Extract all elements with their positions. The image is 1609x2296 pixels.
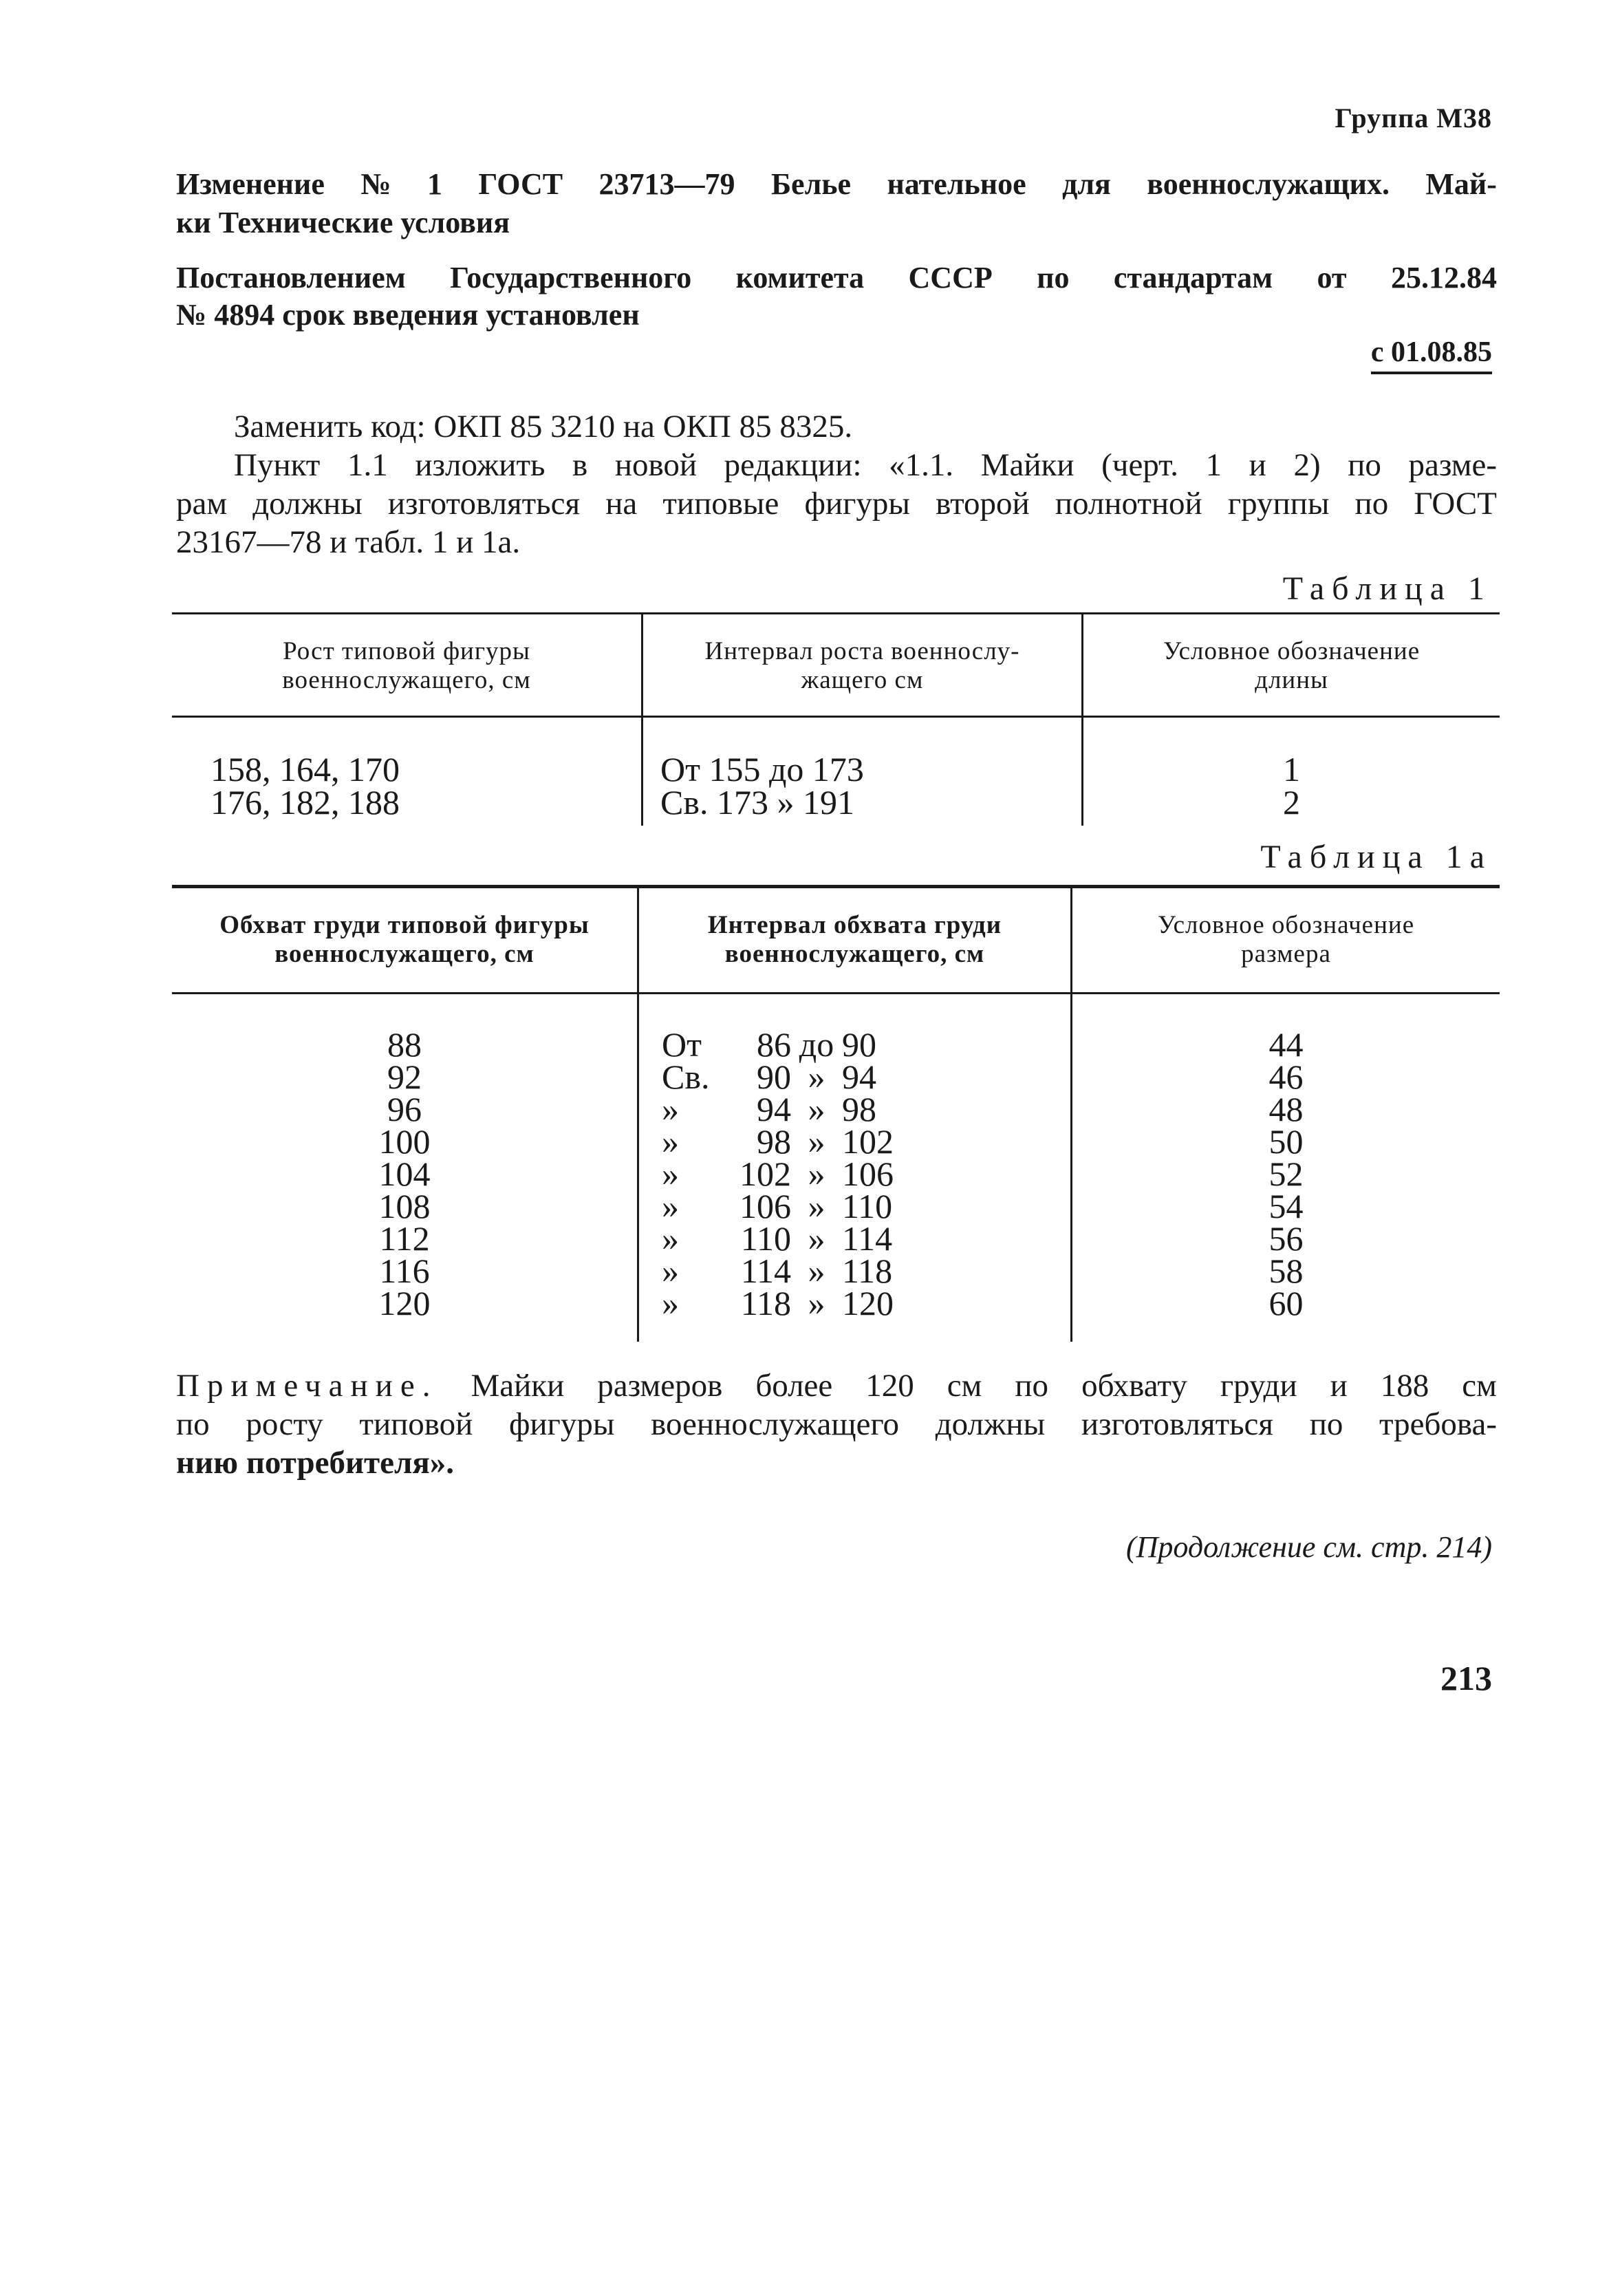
table2-row7-interval-sep: » [808,1219,825,1258]
table1-row2-interval: Св. 173 » 191 [660,783,854,822]
word: росту [246,1406,323,1442]
word: изготовляться [387,486,581,522]
word: военнослужащих. [1147,167,1390,201]
table2-header-chest: Обхват груди типовой фигуры военнослужащего, см [219,911,590,968]
table2-row3-size-code: 48 [1268,1090,1304,1128]
table2-row9-interval-sep: » [808,1284,825,1322]
table2-row1-interval-prefix: От [662,1025,702,1064]
table2-row5-interval-from: 102 [739,1155,791,1193]
word: Майки [471,1368,565,1404]
table2-row3-interval-sep: » [808,1090,825,1128]
table2-row7-chest-girth: 112 [379,1219,430,1258]
note-line-3: нию потребителя». [176,1445,455,1481]
table2-row7-interval-to: 114 [842,1219,893,1258]
table2-header-size: Условное обозначение размера [1157,911,1415,968]
table2-row7-interval-from: 110 [740,1219,791,1258]
word: см [947,1368,982,1404]
continuation-note: (Продолжение см. стр. 214) [1126,1530,1492,1564]
table2-row6-interval-from: 106 [739,1187,791,1225]
table2-row9-size-code: 60 [1268,1284,1304,1322]
table2-row6-interval-to: 110 [842,1187,893,1225]
table2-caption: Таблица 1а [1260,839,1492,875]
amendment-title-line-2: ки Технические условия [176,206,510,239]
table1-row1-interval: От 155 до 173 [660,750,864,788]
table1-row1-code: 1 [1283,750,1300,788]
word: по [1309,1406,1343,1442]
effective-date: с 01.08.85 [1371,336,1492,374]
table2-row1-interval-to: 90 [842,1025,876,1064]
table2-header-rule [172,992,1500,994]
word: Майки [980,447,1075,483]
word: по [1354,486,1389,522]
table2-row1-interval-from: 86 [757,1025,791,1064]
table2-row8-size-code: 58 [1268,1252,1304,1290]
word: груди [1220,1368,1297,1404]
resolution-line-1 [176,259,1497,297]
word: новой [614,447,698,483]
word: ГОСТ [478,167,563,201]
table2-row4-chest-girth: 100 [378,1122,431,1161]
word: Постановлением [176,261,406,294]
replace-code-paragraph: Заменить код: ОКП 85 3210 на ОКП 85 8325. [234,409,853,444]
table2-row3-chest-girth: 96 [387,1090,422,1128]
word: (черт. [1101,447,1178,483]
note-line-2 [176,1405,1497,1444]
table2-row1-interval-sep: до [799,1025,834,1064]
word: для [1062,167,1111,201]
table2-row5-interval-prefix: » [662,1155,679,1193]
word: см [1462,1368,1497,1404]
word: 188 [1380,1368,1429,1404]
table2-row1-chest-girth: 88 [387,1025,422,1064]
table2-row4-size-code: 50 [1268,1122,1304,1161]
word: Белье [770,167,852,201]
word: «1.1. [889,447,954,483]
table2-top-rule [172,885,1500,888]
table2-row8-interval-to: 118 [842,1252,893,1290]
table2-row8-interval-sep: » [808,1252,825,1290]
word: 120 [865,1368,914,1404]
word: размеров [597,1368,723,1404]
table2-row5-size-code: 52 [1268,1155,1304,1193]
table1-header-height: Рост типовой фигуры военнослужащего, см [282,637,531,694]
table2-row8-interval-from: 114 [740,1252,791,1290]
table2-row9-interval-from: 118 [740,1284,791,1322]
table2-row4-interval-sep: » [808,1122,825,1161]
table1-caption: Таблица 1 [1282,570,1492,607]
table1-header-interval: Интервал роста военнослу- жащего см [704,637,1020,694]
word: второй [936,486,1030,522]
table1-row1-height: 158, 164, 170 [210,750,400,788]
table2-row6-interval-sep: » [808,1187,825,1225]
amendment-title-line-1 [176,165,1497,204]
word: и [1249,447,1266,483]
word: по [1015,1368,1049,1404]
table2-row5-interval-to: 106 [842,1155,894,1193]
table1-header-rule [172,716,1500,718]
table2-row3-interval-prefix: » [662,1090,679,1128]
word: СССР [908,261,993,294]
table2-row6-interval-prefix: » [662,1187,679,1225]
table1-row2-code: 2 [1283,783,1300,822]
table2-row2-chest-girth: 92 [387,1058,422,1096]
word: изложить [415,447,546,483]
word: комитета [735,261,865,294]
table2-row5-chest-girth: 104 [378,1155,431,1193]
word: от [1317,261,1347,294]
word: более [755,1368,833,1404]
group-label: Группа М38 [1335,103,1492,133]
table2-row9-interval-prefix: » [662,1284,679,1322]
word: и [1330,1368,1348,1404]
table2-row2-interval-sep: » [808,1058,825,1096]
table2-row4-interval-from: 98 [757,1122,791,1161]
table2-row8-chest-girth: 116 [379,1252,430,1290]
page-number: 213 [1440,1659,1492,1697]
note-label: Примечание. [176,1368,438,1404]
table2-row4-interval-to: 102 [842,1122,894,1161]
word: Изменение [176,167,325,201]
word: в [572,447,588,483]
word: военнослужащего [651,1406,900,1442]
word: изготовляться [1081,1406,1274,1442]
word: 2) [1293,447,1321,483]
word: группы [1227,486,1330,522]
word: 23713—79 [598,167,735,201]
word: на [605,486,638,522]
table2-row9-interval-to: 120 [842,1284,894,1322]
resolution-line-2: № 4894 срок введения установлен [176,298,640,332]
table2-row7-interval-prefix: » [662,1219,679,1258]
table1-header-code: Условное обозначение длины [1163,637,1421,694]
clause-text-line-2 [176,484,1497,523]
word: фигуры [508,1406,615,1442]
word: 1 [1205,447,1222,483]
word: Пункт [234,447,321,483]
word: рам [176,486,228,522]
table2-row2-interval-to: 94 [842,1058,876,1096]
word: редакции: [724,447,862,483]
table2-row6-size-code: 54 [1268,1187,1304,1225]
table2-row9-chest-girth: 120 [378,1284,431,1322]
table2-row3-interval-to: 98 [842,1090,876,1128]
word: № [360,167,391,201]
table2-row3-interval-from: 94 [757,1090,791,1128]
table2-row2-interval-prefix: Св. [662,1058,710,1096]
word: 1.1 [347,447,388,483]
word: 1 [426,167,442,201]
table2-row8-interval-prefix: » [662,1252,679,1290]
word: нательное [887,167,1026,201]
word: по [1037,261,1070,294]
table2-row2-interval-from: 90 [757,1058,791,1096]
word: Май- [1425,167,1497,201]
table2-row6-chest-girth: 108 [378,1187,431,1225]
word: типовой [359,1406,473,1442]
word: обхвату [1081,1368,1187,1404]
word: типовые [662,486,779,522]
table2-row4-interval-prefix: » [662,1122,679,1161]
word: по [1348,447,1381,483]
table1-top-rule [172,612,1500,614]
word: ГОСТ [1414,486,1497,522]
table1-row2-height: 176, 182, 188 [210,783,400,822]
word: 25.12.84 [1390,261,1497,294]
word: должны [252,486,363,522]
table2-row7-size-code: 56 [1268,1219,1304,1258]
note-line-1 [176,1366,1497,1405]
clause-text-line-3: 23167—78 и табл. 1 и 1а. [176,524,521,560]
word: требова- [1379,1406,1497,1442]
table2-row2-size-code: 46 [1268,1058,1304,1096]
table2-header-interval: Интервал обхвата груди военнослужащего, см [707,911,1002,968]
word: полнотной [1055,486,1202,522]
word: Государственного [450,261,692,294]
word: стандартам [1113,261,1273,294]
table2-row5-interval-sep: » [808,1155,825,1193]
clause-text-line-1 [176,446,1497,484]
word: разме- [1408,447,1497,483]
word: по [176,1406,210,1442]
word: фигуры [804,486,910,522]
table2-row1-size-code: 44 [1268,1025,1304,1064]
word: должны [935,1406,1046,1442]
